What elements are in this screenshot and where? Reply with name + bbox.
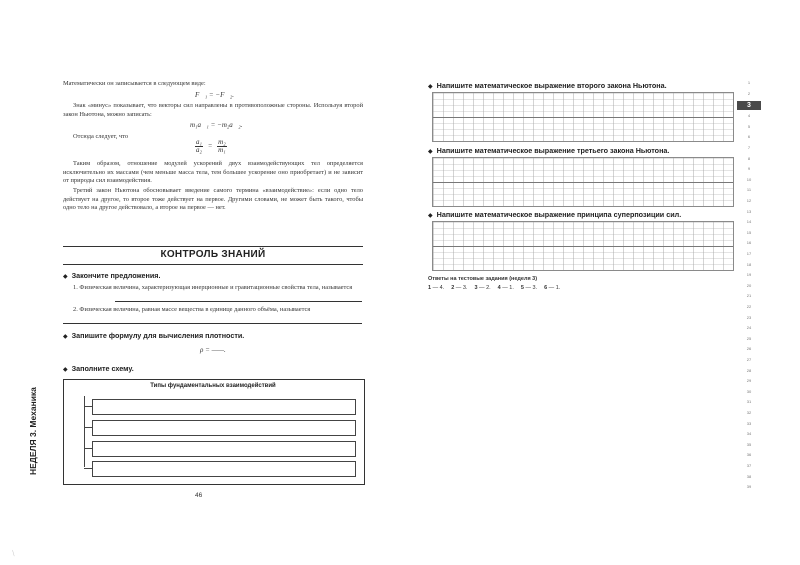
answer-number: 3 — [474, 285, 478, 291]
side-week-label: НЕДЕЛЯ 3. Механика — [28, 387, 38, 475]
section-rule-bottom — [63, 264, 363, 265]
ratio-equals: = — [207, 142, 213, 151]
diamond-icon: ◆ — [428, 149, 433, 155]
answer-line-1[interactable] — [115, 301, 362, 302]
scheme-slot-2[interactable] — [92, 420, 356, 436]
page-number: 46 — [195, 492, 203, 499]
answer-item: 1 — 4. — [428, 285, 445, 291]
scheme-slot-4[interactable] — [92, 461, 356, 477]
week-tab-5[interactable]: 5 — [747, 123, 751, 129]
task1-item1: 1. Физическая величина, характеризующая инерционные и гравитационные свойства тела, называется — [73, 284, 353, 291]
diamond-icon: ◆ — [63, 274, 68, 280]
week-tab-17[interactable]: 17 — [746, 251, 752, 256]
answer-number: 6 — [544, 285, 548, 291]
task-fill-scheme — [63, 364, 134, 373]
task1-item2: 2. Физическая величина, равная массе вещества в единице данного объёма, называется — [73, 306, 311, 313]
paragraph-1: Математически он записывается в следующем виде: — [63, 80, 206, 87]
task-fill-scheme-label: Заполните схему. — [71, 364, 134, 373]
task-newton3-label: Напишите математическое выражение третьего закона Ньютона. — [436, 146, 670, 155]
diamond-icon: ◆ — [428, 213, 433, 219]
answer-item: 3 — 2. — [474, 285, 491, 291]
week-tab-34[interactable]: 34 — [746, 431, 752, 437]
section-rule-top — [63, 246, 363, 247]
week-tab-24[interactable]: 24 — [746, 325, 752, 331]
week-tab-25[interactable]: 25 — [746, 335, 752, 341]
week-tab-18[interactable]: 18 — [746, 261, 752, 267]
week-tab-31[interactable]: 31 — [746, 399, 752, 405]
scheme-connector-4 — [84, 468, 92, 469]
week-tab-3[interactable]: 3 — [737, 101, 761, 110]
week-tab-27[interactable]: 27 — [746, 357, 752, 362]
answer-value: 1. — [509, 285, 514, 291]
diamond-icon: ◆ — [63, 367, 68, 373]
week-tab-1[interactable]: 1 — [747, 80, 751, 85]
answer-value: 2. — [486, 285, 491, 291]
answer-value: 3. — [532, 285, 538, 291]
week-tab-6[interactable]: 6 — [747, 134, 751, 140]
answer-grid-superposition[interactable] — [432, 221, 734, 271]
week-tab-28[interactable]: 28 — [746, 367, 752, 373]
week-tab-14[interactable]: 14 — [746, 219, 752, 225]
ratio-num-right: m₂ — [218, 138, 226, 146]
week-tab-19[interactable]: 19 — [746, 272, 752, 278]
task-density-formula — [63, 331, 244, 340]
task-complete-sentences — [63, 271, 160, 280]
task-complete-sentences-label: Закончите предложения. — [71, 271, 161, 280]
formula-newton3-forces: F⃗₁ = −F⃗₂. — [195, 91, 235, 99]
paragraph-5: Третий закон Ньютона обосновывает введение самого термина «взаимодействие»: если одно тело действует на другое, то второе тоже действует на первое. Другими словами, не может быть такого, чтобы одно тело на другое действовало, а второе на первое — нет. — [63, 187, 363, 212]
answers-title: Ответы на тестовые задания (неделя 3) — [428, 276, 538, 282]
answer-number: 1 — [428, 285, 432, 291]
answer-number: 4 — [497, 285, 501, 291]
week-tab-7[interactable]: 7 — [747, 145, 751, 150]
week-tab-33[interactable]: 33 — [746, 420, 752, 426]
answers-row — [428, 285, 567, 291]
answer-number: 2 — [451, 285, 455, 291]
answer-grid-newton2[interactable] — [432, 92, 734, 142]
task-density-formula-label: Запишите формулу для вычисления плотности. — [71, 331, 245, 340]
task-superposition — [428, 210, 681, 219]
scheme-connector-1 — [84, 406, 92, 407]
week-tab-8[interactable]: 8 — [747, 155, 751, 161]
week-tab-11[interactable]: 11 — [746, 187, 752, 193]
corner-mark-icon: / — [9, 548, 18, 558]
week-tab-29[interactable]: 29 — [746, 378, 752, 384]
answer-line-2[interactable] — [63, 323, 362, 324]
paragraph-4: Таким образом, отношение модулей ускорений двух взаимодействующих тел определяется исключительно их массами (чем меньше масса тела, тем большее ускорение оно приобретает) и не зависит от природы сил взаимодействия. — [63, 160, 363, 185]
week-tab-16[interactable]: 16 — [746, 240, 752, 246]
paragraph-2: Знак «минус» показывает, что векторы сил направлены в противоположные стороны. Используя второй закон Ньютона, можно записать: — [63, 102, 363, 118]
task-newton2 — [428, 81, 667, 90]
week-tab-36[interactable]: 36 — [746, 452, 752, 458]
week-tab-30[interactable]: 30 — [746, 388, 752, 394]
week-tab-22[interactable]: 22 — [746, 304, 752, 309]
answer-item: 2 — 3. — [451, 285, 468, 291]
week-tab-13[interactable]: 13 — [746, 208, 752, 214]
formula-newton2-masses: m₁a⃗₁ = −m₂a⃗₂. — [190, 121, 243, 129]
diamond-icon: ◆ — [428, 84, 433, 90]
ratio-den-left: a₂ — [196, 146, 202, 154]
week-tab-37[interactable]: 37 — [746, 463, 752, 468]
week-tab-20[interactable]: 20 — [746, 282, 752, 288]
scheme-connector-2 — [84, 427, 92, 428]
week-tab-4[interactable]: 4 — [747, 113, 751, 119]
week-tab-21[interactable]: 21 — [746, 293, 752, 299]
answer-item: 5 — 3. — [520, 285, 538, 291]
task-newton3 — [428, 146, 669, 155]
week-tab-23[interactable]: 23 — [746, 314, 752, 320]
week-tab-2[interactable]: 2 — [747, 90, 751, 96]
answer-value: 1. — [555, 285, 561, 291]
week-tab-26[interactable]: 26 — [746, 346, 752, 352]
answer-value: 4. — [439, 285, 445, 291]
scheme-slot-1[interactable] — [92, 399, 356, 415]
scheme-slot-3[interactable] — [92, 441, 356, 457]
task-newton2-label: Напишите математическое выражение второго закона Ньютона. — [436, 81, 667, 90]
diamond-icon: ◆ — [63, 334, 68, 340]
answer-number: 5 — [520, 285, 524, 291]
week-index — [737, 80, 761, 500]
formula-acceleration-ratio — [195, 139, 227, 154]
answer-item: 6 — 1. — [544, 285, 561, 291]
section-title: КОНТРОЛЬ ЗНАНИЙ — [160, 249, 266, 260]
ratio-den-right: m₁ — [218, 146, 226, 154]
week-tab-12[interactable]: 12 — [746, 198, 752, 203]
week-tab-38[interactable]: 38 — [746, 473, 752, 479]
ratio-num-left: a₁ — [196, 138, 202, 146]
week-tab-32[interactable]: 32 — [746, 410, 752, 415]
task-superposition-label: Напишите математическое выражение принципа суперпозиции сил. — [436, 210, 682, 219]
answer-item: 4 — 1. — [497, 285, 514, 291]
density-formula[interactable]: ρ = ——. — [200, 346, 226, 354]
paragraph-3: Отсюда следует, что — [73, 133, 129, 140]
scheme-connector-3 — [84, 448, 92, 449]
week-tab-10[interactable]: 10 — [746, 176, 752, 182]
answer-value: 3. — [462, 285, 468, 291]
answer-grid-newton3[interactable] — [432, 157, 734, 207]
week-tab-39[interactable]: 39 — [746, 484, 752, 490]
week-tab-9[interactable]: 9 — [747, 166, 751, 172]
scheme-title: Типы фундаментальных взаимодействий — [150, 383, 276, 389]
week-tab-35[interactable]: 35 — [746, 441, 752, 447]
week-tab-15[interactable]: 15 — [746, 229, 752, 235]
